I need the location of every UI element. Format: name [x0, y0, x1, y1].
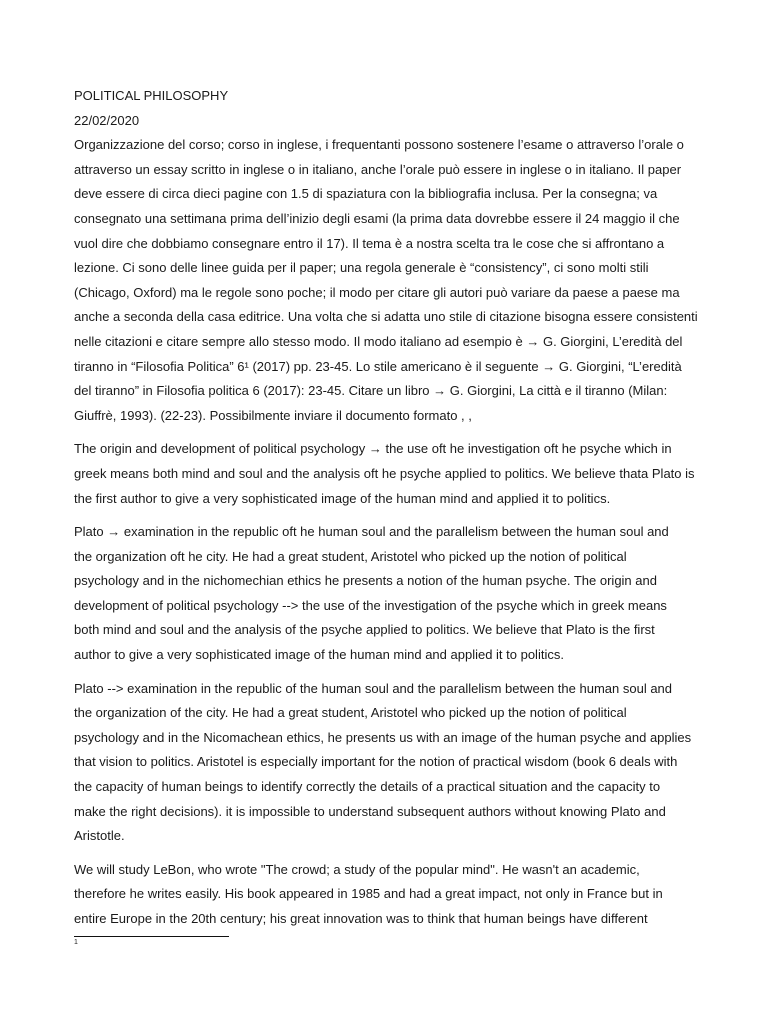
footnote-separator [74, 936, 229, 937]
text-line: del tiranno” in Filosofia politica 6 (2017): 23-45. Citare un libro → G. Giorgini, La città e il tiranno (Milan: [74, 383, 668, 399]
text-line: nelle citazioni e citare sempre allo stesso modo. Il modo italiano ad esempio è → G. Giorgini, L’eredità del [74, 333, 683, 349]
text-line: Organizzazione del corso; corso in inglese, i frequentanti possono sostenere l’esame o attraverso l’orale o [74, 137, 684, 153]
text-line: greek means both mind and soul and the analysis oft he psyche applied to politics. We believe thata Plato is [74, 465, 695, 481]
text-line: therefore he writes easily. His book appeared in 1985 and had a great impact, not only in France but in [74, 886, 663, 902]
paragraph [74, 133, 698, 428]
text-line: lezione. Ci sono delle linee guida per il paper; una regola generale è “consistency”, ci sono molti stili [74, 260, 649, 276]
document-title: POLITICAL PHILOSOPHY [74, 88, 229, 103]
paragraph [74, 858, 698, 932]
footnote-marker: 1 [74, 939, 78, 946]
document-body [74, 84, 698, 941]
text-line: Plato → examination in the republic oft he human soul and the parallelism between the human soul and [74, 524, 669, 540]
text-line: make the right decisions). it is impossible to understand subsequent authors without knowing Plato and [74, 803, 666, 819]
text-line: We will study LeBon, who wrote "The crowd; a study of the popular mind". He wasn't an academic, [74, 861, 640, 877]
text-line: attraverso un essay scritto in inglese o in italiano, anche l’orale può essere in inglese o in italiano. Il paper [74, 161, 682, 177]
text-line: (Chicago, Oxford) ma le regole sono poche; il modo per citare gli autori può variare da paese a paese ma [74, 284, 680, 300]
text-line: development of political psychology --> the use of the investigation of the psyche which in greek means [74, 597, 667, 613]
text-line: The origin and development of political psychology → the use oft he investigation oft he psyche which in [74, 441, 672, 457]
text-line: psychology and in the nichomechian ethics he presents a notion of the human psyche. The origin and [74, 573, 657, 589]
text-line: Plato --> examination in the republic of the human soul and the parallelism between the human soul and [74, 680, 673, 696]
text-line: author to give a very sophisticated image of the human mind and applied it to politics. [74, 647, 564, 663]
paragraph [74, 520, 698, 668]
text-line: entire Europe in the 20th century; his great innovation was to think that human beings have different [74, 911, 648, 926]
paragraph [74, 437, 698, 511]
text-line: the capacity of human beings to identify correctly the details of a practical situation and the capacity to [74, 779, 661, 795]
text-line: vuol dire che dobbiamo consegnare entro il 17). Il tema è a nostra scelta tra le cose che si affrontano a [74, 235, 665, 251]
paragraphs-container [74, 133, 698, 931]
text-line: deve essere di circa dieci pagine con 1.5 di spaziatura con la bibliografia inclusa. Per la consegna; va [74, 186, 658, 202]
text-line: anche a seconda della casa editrice. Una volta che si adatta uno stile di citazione bisogna essere consistenti [74, 309, 698, 325]
document-date: 22/02/2020 [74, 112, 140, 128]
text-line: the organization of the city. He had a great student, Aristotel who picked up the notion of political [74, 705, 627, 721]
text-line: tiranno in “Filosofia Politica” 6¹ (2017) pp. 23-45. Lo stile americano è il seguente → G. Giorgini, “L’eredità [74, 358, 682, 374]
text-line: psychology and in the Nicomachean ethics, he presents us with an image of the human psyche and applies [74, 729, 692, 745]
text-line: consegnato una settimana prima dell’inizio degli esami (la prima data dovrebbe essere il 24 maggio il che [74, 210, 680, 226]
text-line: both mind and soul and the analysis of the psyche applied to politics. We believe that Plato is the first [74, 622, 655, 638]
text-line: the organization oft he city. He had a great student, Aristotel who picked up the notion of political [74, 548, 627, 564]
text-line: Giuffrè, 1993). (22-23). Possibilmente inviare il documento formato , , [74, 407, 472, 423]
paragraph [74, 677, 698, 849]
text-line: the first author to give a very sophisticated image of the human mind and applied it to politics. [74, 490, 611, 506]
text-line: Aristotle. [74, 828, 125, 844]
text-line: that vision to politics. Aristotel is especially important for the notion of practical wisdom (book 6 deals with [74, 754, 678, 770]
